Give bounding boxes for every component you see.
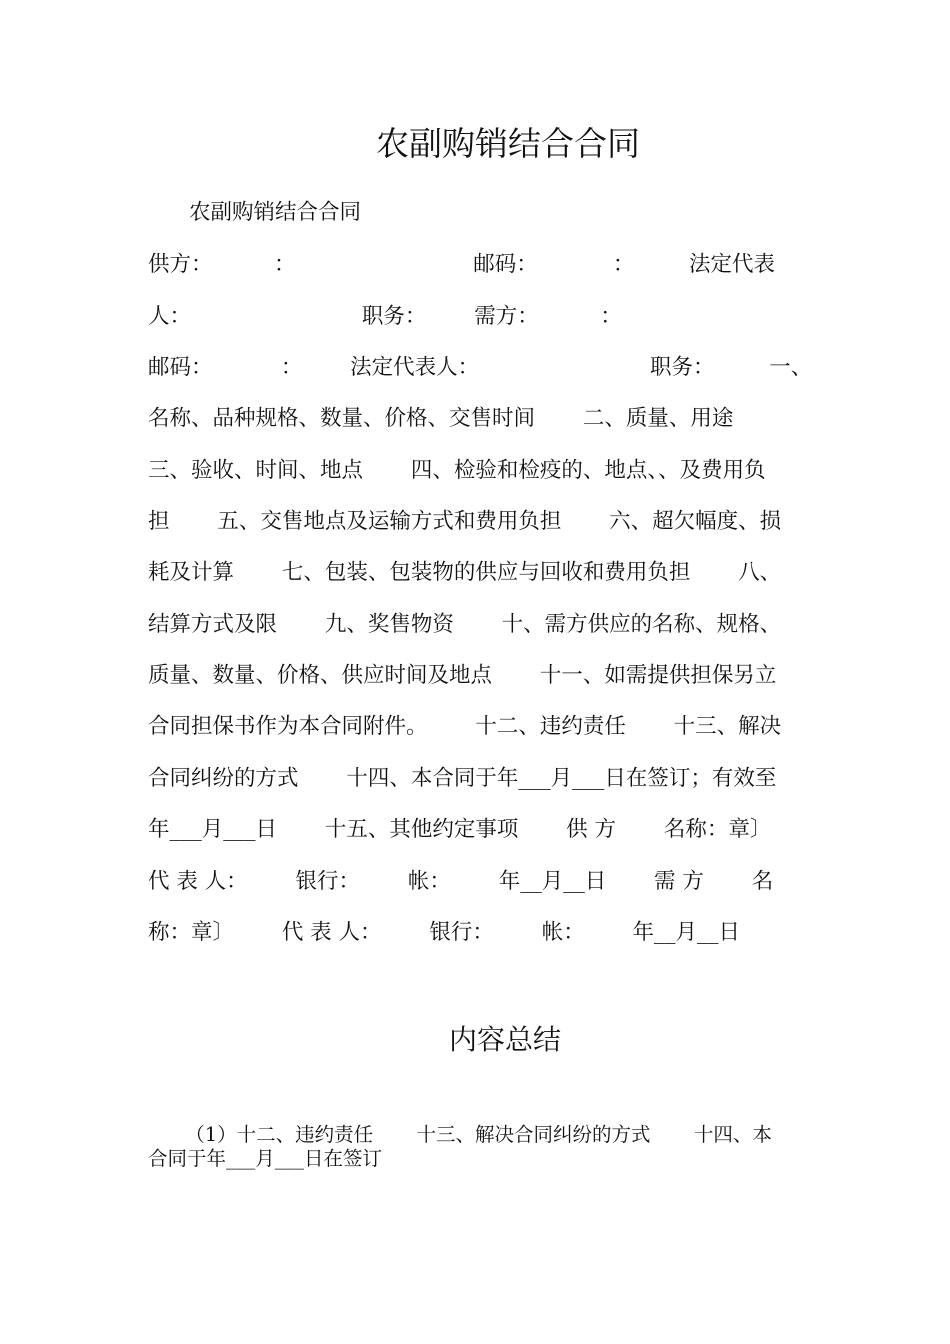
body-line: 质量、数量、价格、供应时间及地点 十一、如需提供担保另立 xyxy=(148,663,777,688)
body-line: 人： 职务： 需方： ： xyxy=(148,304,622,329)
body-line: 邮码： ： 法定代表人： 职务： 一、 xyxy=(148,355,813,380)
summary-line: （1）十二、违约责任 十三、解决合同纠纷的方式 十四、本 xyxy=(148,1123,772,1146)
body-line: 合同纠纷的方式 十四、本合同于年___月___日在签订；有效至 xyxy=(148,766,777,791)
body-line: 名称、品种规格、数量、价格、交售时间 二、质量、用途 xyxy=(148,406,734,431)
body-line: 三、验收、时间、地点 四、检验和检疫的、地点、、及费用负 xyxy=(148,458,766,483)
body-line: 合同担保书作为本合同附件。 十二、违约责任 十三、解决 xyxy=(148,714,782,739)
document-title: 农副购销结合合同 xyxy=(376,124,640,163)
body-line: 结算方式及限 九、奖售物资 十、需方供应的名称、规格、 xyxy=(148,612,782,637)
summary-title: 内容总结 xyxy=(448,1023,561,1056)
body-line: 耗及计算 七、包装、包装物的供应与回收和费用负担 八、 xyxy=(148,560,782,585)
body-line: 担 五、交售地点及运输方式和费用负担 六、超欠幅度、损 xyxy=(148,509,782,534)
summary-line: 合同于年___月___日在签订 xyxy=(148,1147,383,1170)
body-line: 称：章〕 代 表 人： 银行： 帐： 年__月__日 xyxy=(148,920,741,945)
body-line: 年___月___日 十五、其他约定事项 供 方 名称：章〕 xyxy=(148,817,772,842)
body-line: 代 表 人： 银行： 帐： 年__月__日 需 方 名 xyxy=(148,869,774,894)
body-line: 供方： ： 邮码： ： 法定代表 xyxy=(148,252,776,277)
body-line: 农副购销结合合同 xyxy=(148,200,362,225)
